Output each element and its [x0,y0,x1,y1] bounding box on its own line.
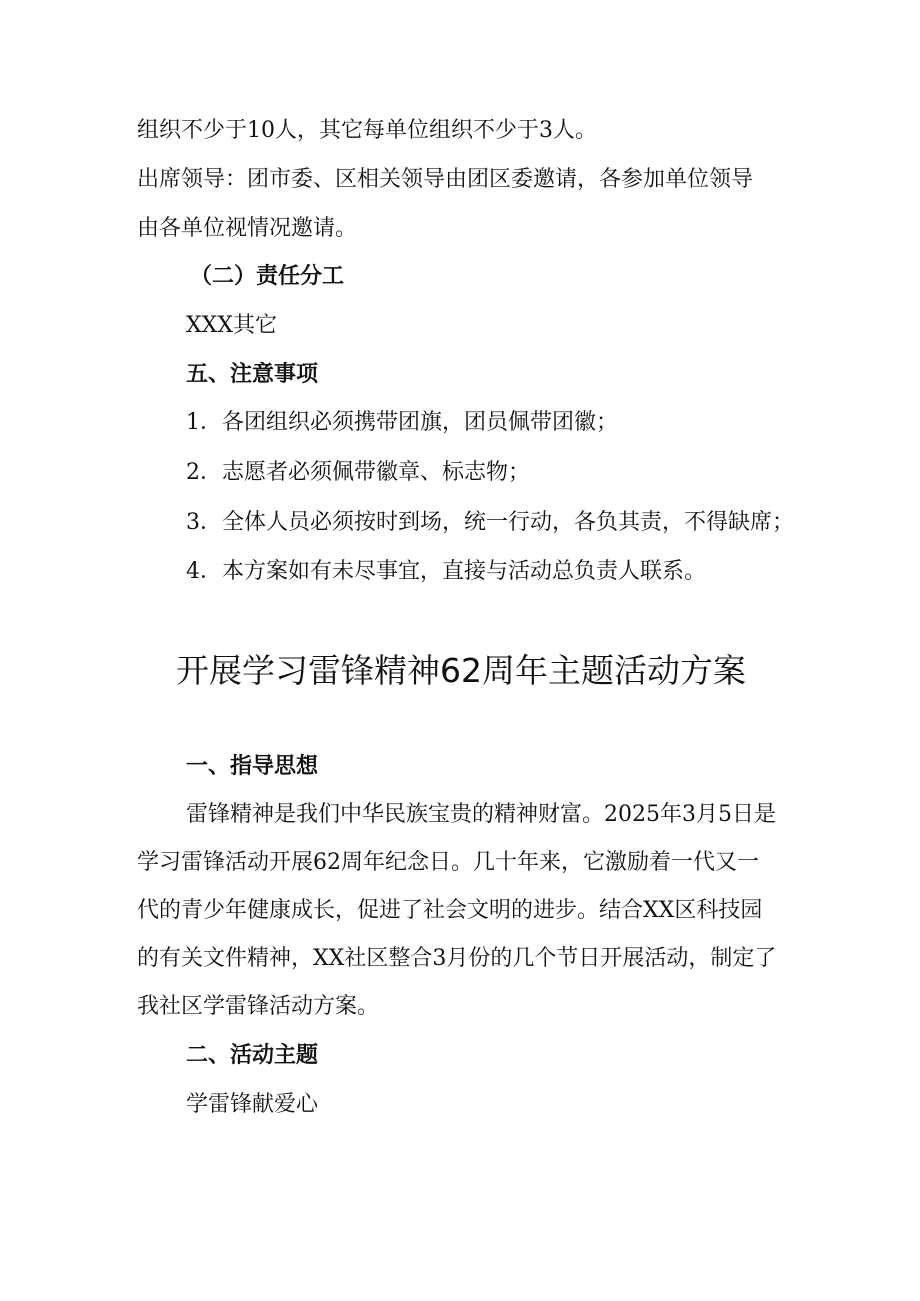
responsibility-text: XXX其它 [186,313,277,338]
sub-heading-responsibility: （二）责任分工 [190,264,345,289]
notes-heading: 五、注意事项 [186,362,319,387]
paragraph-line: 学习雷锋活动开展62周年纪念日。几十年来，它激励着一代又一 [137,850,759,875]
activity-theme-text: 学雷锋献爱心 [186,1092,319,1117]
prev-text-line-3: 由各单位视情况邀请。 [137,216,358,241]
note-item: 3．全体人员必须按时到场，统一行动，各负其责，不得缺席； [186,510,794,535]
document-title: 开展学习雷锋精神62周年主题活动方案 [176,651,746,690]
note-item: 4．本方案如有未尽事宜，直接与活动总负责人联系。 [186,559,706,584]
section-heading-activity-theme: 二、活动主题 [186,1043,319,1068]
prev-text-line-2: 出席领导：团市委、区相关领导由团区委邀请，各参加单位领导 [137,167,754,192]
paragraph-line: 我社区学雷锋活动方案。 [137,994,380,1019]
paragraph-line: 雷锋精神是我们中华民族宝贵的精神财富。2025年3月5日是 [186,802,776,827]
paragraph-line: 的有关文件精神，XX社区整合3月份的几个节日开展活动，制定了 [137,946,777,971]
paragraph-line: 代的青少年健康成长，促进了社会文明的进步。结合XX区科技园 [137,898,763,923]
note-item: 1．各团组织必须携带团旗，团员佩带团徽； [186,410,618,435]
section-heading-guiding-ideology: 一、指导思想 [186,754,319,779]
prev-text-line-1: 组织不少于10人，其它每单位组织不少于3人。 [137,118,597,143]
note-item: 2．志愿者必须佩带徽章、标志物； [186,460,530,485]
